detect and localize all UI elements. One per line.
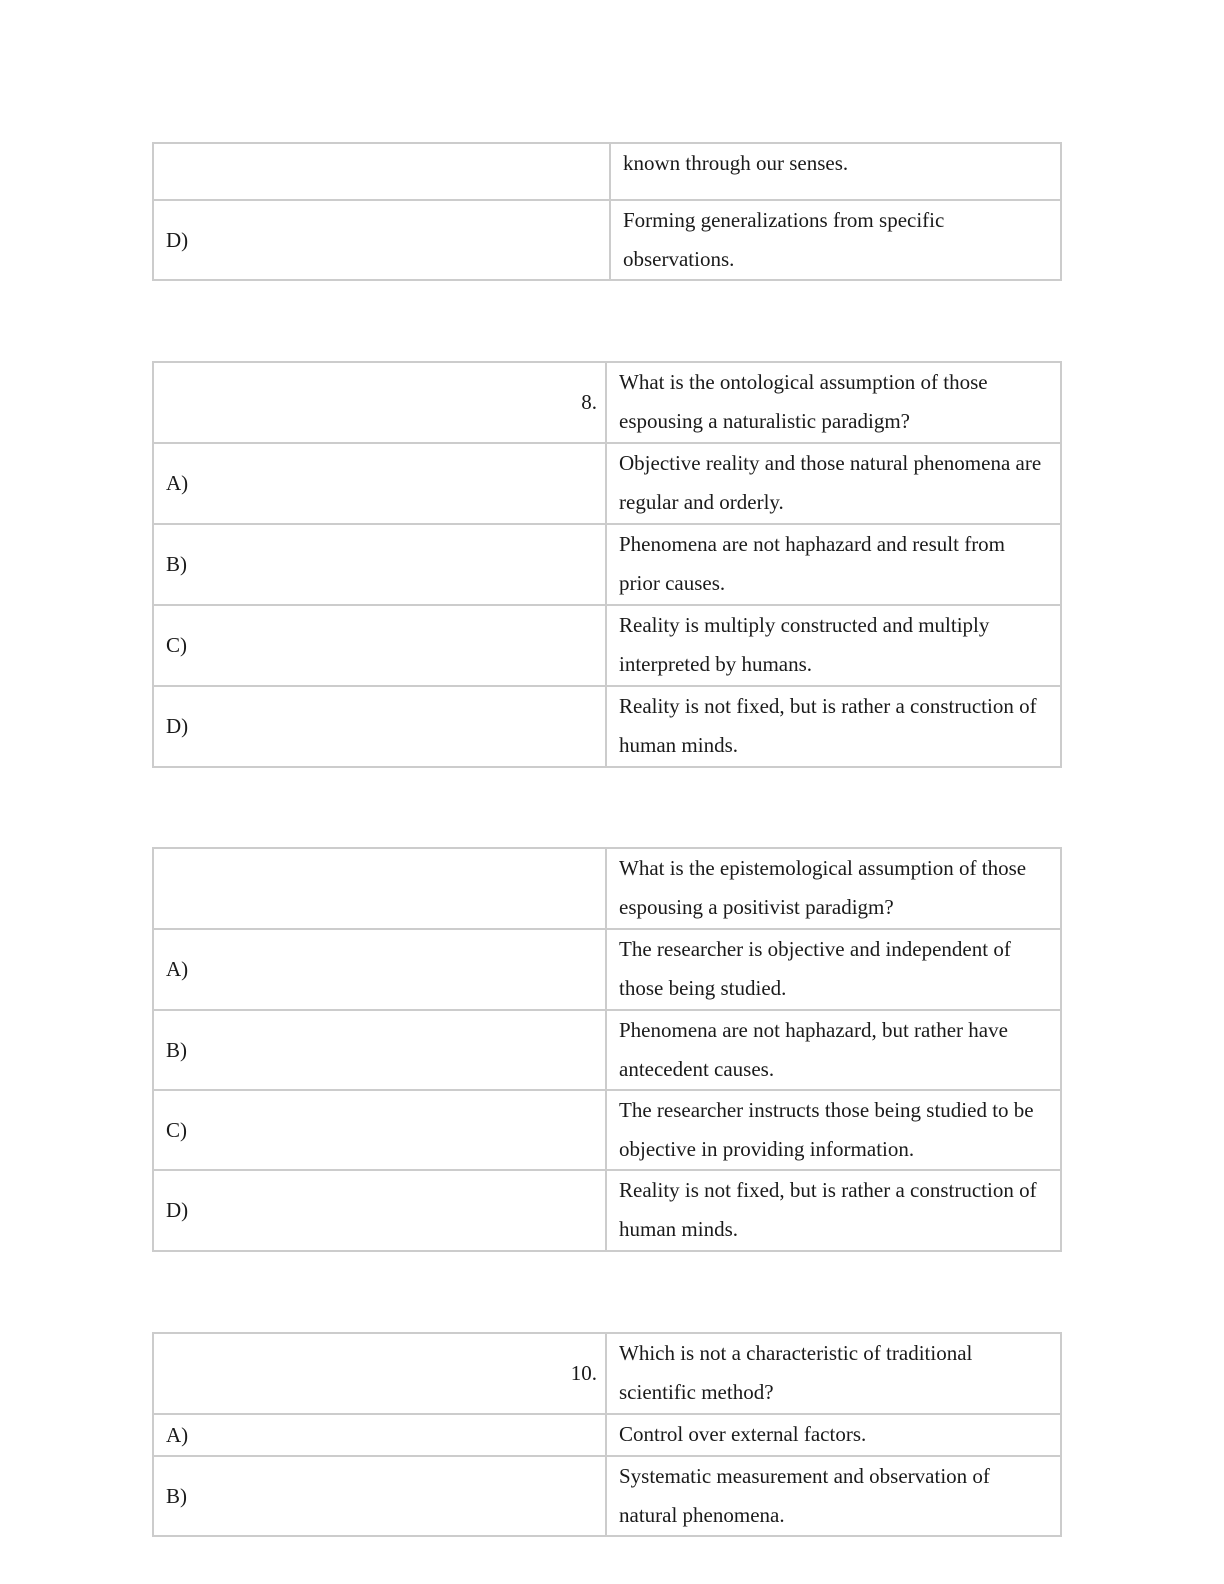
question-8-table <box>152 361 1062 768</box>
table-row <box>153 524 1061 605</box>
option-text: The researcher is objective and independent of those being studied. <box>606 929 1061 1010</box>
table-row <box>153 1170 1061 1251</box>
option-label: B) <box>153 1456 606 1536</box>
table-row <box>153 1010 1061 1090</box>
question-text: What is the epistemological assumption of those espousing a positivist paradigm? <box>606 848 1061 929</box>
option-text: The researcher instructs those being studied to be objective in providing information. <box>606 1090 1061 1170</box>
option-label: C) <box>153 1090 606 1170</box>
option-text: Objective reality and those natural phenomena are regular and orderly. <box>606 443 1061 524</box>
option-text: Forming generalizations from specific observations. <box>610 200 1061 280</box>
option-label: B) <box>153 1010 606 1090</box>
option-label <box>153 143 610 200</box>
option-label: A) <box>153 443 606 524</box>
table-row <box>153 929 1061 1010</box>
option-label: B) <box>153 524 606 605</box>
question-number: 8. <box>153 362 606 443</box>
question-9-table <box>152 847 1062 1252</box>
question-10-table <box>152 1332 1062 1537</box>
option-label: A) <box>153 929 606 1010</box>
table-row <box>153 1456 1061 1536</box>
question-row <box>153 362 1061 443</box>
table-row <box>153 443 1061 524</box>
option-text: Control over external factors. <box>606 1414 1061 1456</box>
option-text: Reality is multiply constructed and multiply interpreted by humans. <box>606 605 1061 686</box>
option-text: Reality is not fixed, but is rather a construction of human minds. <box>606 686 1061 767</box>
option-label: A) <box>153 1414 606 1456</box>
option-label: D) <box>153 1170 606 1251</box>
option-text: Reality is not fixed, but is rather a construction of human minds. <box>606 1170 1061 1251</box>
option-text: known through our senses. <box>610 143 1061 200</box>
table-row <box>153 1090 1061 1170</box>
question-number: 10. <box>153 1333 606 1414</box>
table-row <box>153 605 1061 686</box>
question-number <box>153 848 606 929</box>
option-text: Phenomena are not haphazard, but rather have antecedent causes. <box>606 1010 1061 1090</box>
table-row <box>153 1414 1061 1456</box>
option-text: Systematic measurement and observation of natural phenomena. <box>606 1456 1061 1536</box>
option-text: Phenomena are not haphazard and result from prior causes. <box>606 524 1061 605</box>
question-row <box>153 848 1061 929</box>
option-label: D) <box>153 686 606 767</box>
table-row <box>153 686 1061 767</box>
table-row <box>153 143 1061 200</box>
question-text: What is the ontological assumption of those espousing a naturalistic paradigm? <box>606 362 1061 443</box>
question-7-table <box>152 142 1062 281</box>
option-label: C) <box>153 605 606 686</box>
table-row <box>153 200 1061 280</box>
question-row <box>153 1333 1061 1414</box>
question-text: Which is not a characteristic of traditional scientific method? <box>606 1333 1061 1414</box>
option-label: D) <box>153 200 610 280</box>
